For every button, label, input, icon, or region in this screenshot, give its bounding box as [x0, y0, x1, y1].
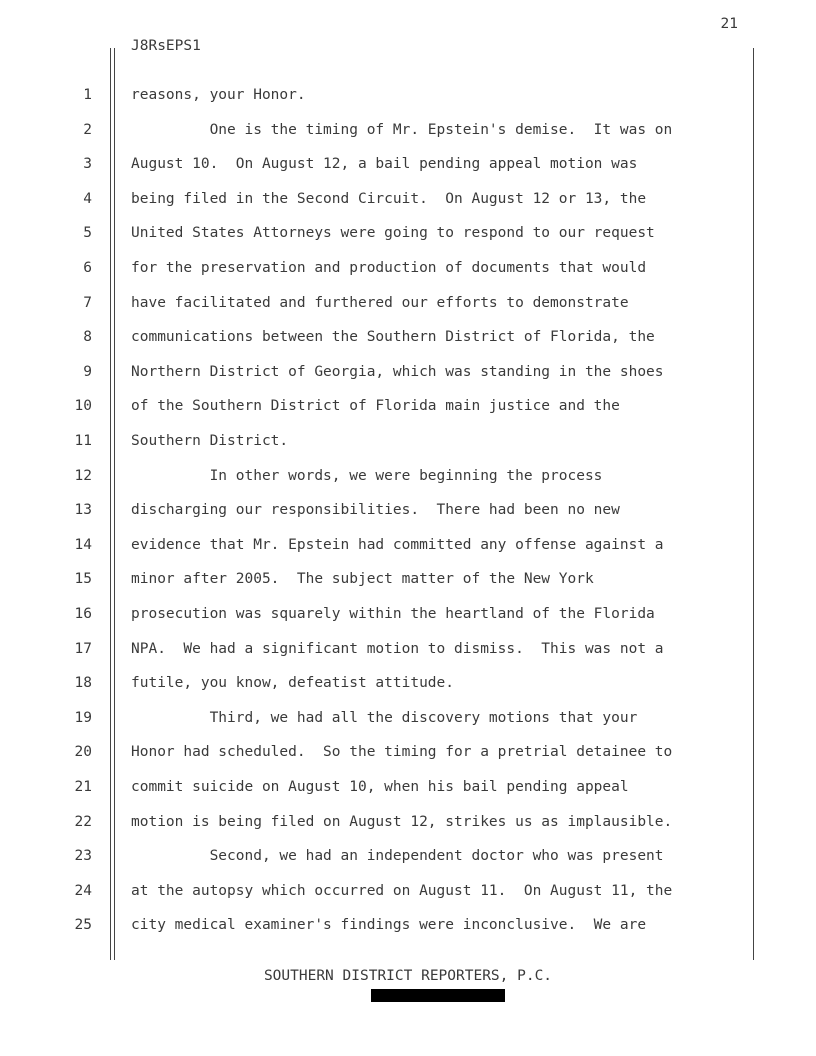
transcript-line: [0, 362, 816, 382]
line-number: 23: [74, 848, 92, 865]
line-text: communications between the Southern District of Florida, the: [131, 329, 655, 346]
transcript-line: [0, 915, 816, 935]
transcript-line: [0, 189, 816, 209]
line-text: One is the timing of Mr. Epstein's demise. It was on: [131, 121, 673, 138]
line-text: minor after 2005. The subject matter of the New York: [131, 571, 594, 588]
line-text: Third, we had all the discovery motions that your: [131, 709, 638, 726]
transcript-line: [0, 431, 816, 451]
transcript-line: [0, 466, 816, 486]
transcript-line: [0, 639, 816, 659]
transcript-line: [0, 846, 816, 866]
line-text: motion is being filed on August 12, strikes us as implausible.: [131, 813, 673, 830]
transcript-line: [0, 812, 816, 832]
line-number: 20: [74, 744, 92, 761]
line-number: 3: [83, 156, 92, 173]
line-text: for the preservation and production of documents that would: [131, 260, 647, 276]
transcript-line: [0, 223, 816, 243]
line-number: 10: [74, 398, 92, 415]
transcript-line: [0, 742, 816, 762]
line-number: 18: [74, 675, 92, 692]
transcript-line: [0, 120, 816, 140]
line-number: 12: [74, 467, 92, 484]
line-text: evidence that Mr. Epstein had committed any offense against a: [131, 536, 664, 553]
line-number: 24: [74, 882, 92, 899]
line-number: 19: [74, 709, 92, 726]
line-number: 11: [74, 433, 92, 449]
line-text: of the Southern District of Florida main justice and the: [131, 398, 620, 415]
line-text: In other words, we were beginning the process: [131, 467, 603, 484]
transcript-line: [0, 777, 816, 797]
transcript-line: [0, 293, 816, 313]
line-text: commit suicide on August 10, when his bail pending appeal: [131, 779, 629, 795]
redaction-bar: [371, 989, 505, 1002]
line-text: prosecution was squarely within the heartland of the Florida: [131, 606, 655, 622]
line-text: United States Attorneys were going to respond to our request: [131, 225, 655, 242]
transcript-line: [0, 258, 816, 278]
line-number: 9: [83, 363, 92, 380]
line-text: Honor had scheduled. So the timing for a pretrial detainee to: [131, 744, 673, 761]
line-number: 16: [74, 606, 92, 622]
line-text: being filed in the Second Circuit. On August 12 or 13, the: [131, 190, 647, 207]
line-text: Second, we had an independent doctor who was present: [131, 848, 664, 865]
line-number: 21: [74, 779, 92, 795]
transcript-line: [0, 604, 816, 624]
line-number: 8: [83, 329, 92, 346]
line-number: 14: [74, 536, 92, 553]
transcript-line: [0, 535, 816, 555]
transcript-line: [0, 154, 816, 174]
transcript-line: [0, 708, 816, 728]
line-text: futile, you know, defeatist attitude.: [131, 675, 455, 692]
line-number: 13: [74, 502, 92, 519]
line-number: 25: [74, 917, 92, 934]
page-number: 21: [720, 16, 738, 32]
transcript-line: [0, 396, 816, 416]
transcript-line: [0, 327, 816, 347]
line-number: 4: [83, 190, 92, 207]
line-text: have facilitated and furthered our efforts to demonstrate: [131, 294, 629, 311]
line-text: reasons, your Honor.: [131, 87, 306, 103]
line-number: 22: [74, 813, 92, 830]
line-text: city medical examiner's findings were inconclusive. We are: [131, 917, 647, 934]
line-number: 6: [83, 260, 92, 276]
line-number: 15: [74, 571, 92, 588]
line-number: 5: [83, 225, 92, 242]
transcript-line: [0, 569, 816, 589]
line-number: 1: [83, 87, 92, 103]
transcript-line: [0, 881, 816, 901]
line-text: at the autopsy which occurred on August 11. On August 11, the: [131, 882, 673, 899]
header-id: J8RsEPS1: [131, 38, 201, 54]
line-number: 17: [74, 640, 92, 657]
line-text: August 10. On August 12, a bail pending appeal motion was: [131, 156, 638, 173]
transcript-line: [0, 85, 816, 105]
line-number: 7: [83, 294, 92, 311]
line-number: 2: [83, 121, 92, 138]
transcript-line: [0, 500, 816, 520]
line-text: NPA. We had a significant motion to dismiss. This was not a: [131, 640, 664, 657]
line-text: Northern District of Georgia, which was standing in the shoes: [131, 363, 664, 380]
footer-reporter: SOUTHERN DISTRICT REPORTERS, P.C.: [263, 968, 553, 984]
line-text: Southern District.: [131, 433, 289, 449]
transcript-line: [0, 673, 816, 693]
line-text: discharging our responsibilities. There had been no new: [131, 502, 620, 519]
